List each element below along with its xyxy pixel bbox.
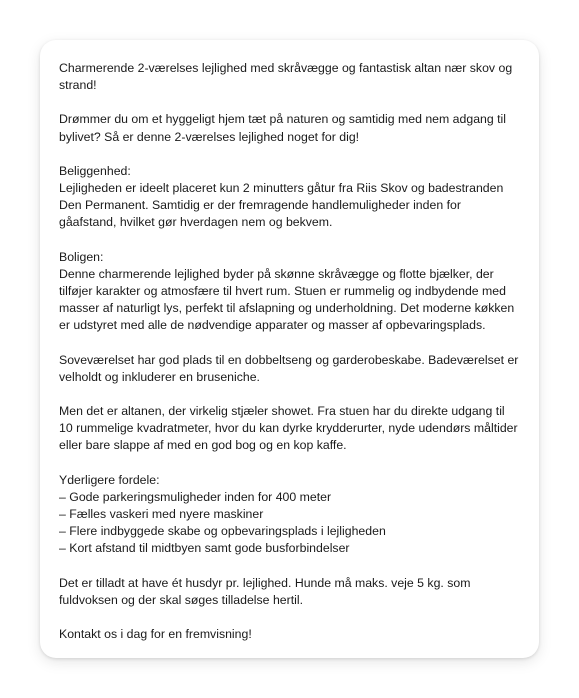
- text-line: Den Permanent. Samtidig er der fremragende handlemuligheder inden for: [59, 198, 461, 213]
- text-line: Drømmer du om et hyggeligt hjem tæt på naturen og samtidig med nem adgang til: [59, 112, 507, 127]
- section-heading: Beliggenhed:: [59, 163, 131, 178]
- text-line: eller bare slappe af med en god bog og en kop kaffe.: [59, 438, 347, 453]
- text-line: masser af naturligt lys, perfekt til afslapning og underholdning. Det moderne køkken: [59, 301, 515, 316]
- section-heading: Boligen:: [59, 249, 104, 264]
- text-line: bylivet? Så er denne 2-værelses lejlighed noget for dig!: [59, 129, 360, 144]
- home-section: [59, 249, 521, 335]
- text-line: gåafstand, hvilket gør hverdagen nem og bekvem.: [59, 215, 333, 230]
- text-line: fuldvoksen og der skal søges tilladelse hertil.: [59, 592, 304, 607]
- text-line: er udstyret med alle de nødvendige apparater og masser af opbevaringsplads.: [59, 318, 486, 333]
- text-line: Soveværelset har god plads til en dobbeltseng og garderobeskabe. Badeværelset er: [59, 352, 519, 367]
- text-line: Kontakt os i dag for en fremvisning!: [59, 627, 252, 642]
- list-item: – Gode parkeringsmuligheder inden for 400 meter: [59, 489, 332, 504]
- text-line: tilføjer karakter og atmosfære til hvert rum. Stuen er rummelig og indbydende med: [59, 284, 506, 299]
- benefits-section: [59, 472, 521, 558]
- listing-intro: [59, 111, 521, 145]
- text-line: Men det er altanen, der virkelig stjæler showet. Fra stuen har du direkte udgang til: [59, 404, 505, 419]
- pet-policy-paragraph: [59, 575, 521, 609]
- text-line: Denne charmerende lejlighed byder på skønne skråvægge og flotte bjælker, der: [59, 266, 494, 281]
- section-heading: Yderligere fordele:: [59, 472, 160, 487]
- location-section: [59, 163, 521, 232]
- list-item: – Kort afstand til midtbyen samt gode busforbindelser: [59, 541, 350, 556]
- text-line: Charmerende 2-værelses lejlighed med skråvægge og fantastisk altan nær skov og: [59, 61, 513, 75]
- listing-description-card: [40, 40, 539, 658]
- list-item: – Flere indbyggede skabe og opbevaringsplads i lejligheden: [59, 524, 386, 539]
- bedroom-paragraph: [59, 352, 521, 386]
- text-line: Det er tilladt at have ét husdyr pr. lejlighed. Hunde må maks. veje 5 kg. som: [59, 575, 471, 590]
- listing-headline: [59, 60, 521, 94]
- text-line: strand!: [59, 78, 97, 93]
- list-item: – Fælles vaskeri med nyere maskiner: [59, 507, 264, 522]
- text-line: Lejligheden er ideelt placeret kun 2 minutters gåtur fra Riis Skov og badestranden: [59, 181, 504, 196]
- text-line: 10 rummelige kvadratmeter, hvor du kan dyrke krydderurter, nyde udendørs måltider: [59, 421, 518, 436]
- contact-paragraph: [59, 626, 521, 643]
- text-line: velholdt og inkluderer en bruseniche.: [59, 369, 260, 384]
- balcony-paragraph: [59, 403, 521, 455]
